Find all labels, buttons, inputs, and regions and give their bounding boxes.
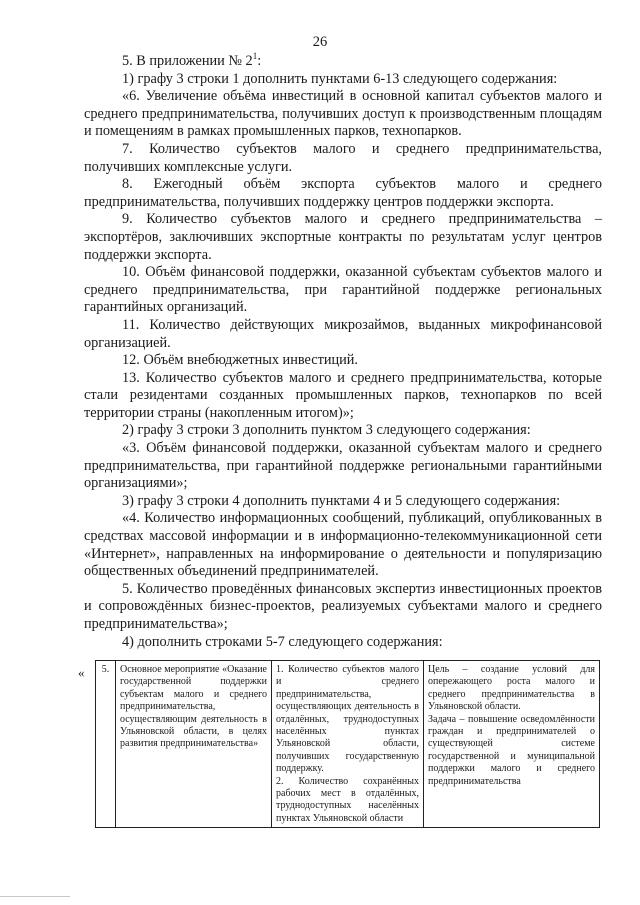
goal-item: Цель – создание условий для опережающего роста малого и среднего предпринимательства в Ульяновской области.	[428, 664, 595, 713]
paragraph: 7. Количество субъектов малого и среднего предпринимательства, получивших комплексные услуги.	[84, 140, 602, 175]
heading-text: 5. В приложении № 2	[122, 53, 253, 69]
row-number-cell: 5.	[96, 661, 116, 828]
table-row	[96, 661, 600, 828]
paragraph: 12. Объём внебюджетных инвестиций.	[122, 352, 359, 369]
indicator-item: 2. Количество сохранённых рабочих мест в отдалённых, труднодоступных населённых пунктах Ульяновской области	[276, 775, 419, 824]
paragraph: 1) графу 3 строки 1 дополнить пунктами 6-13 следующего содержания:	[122, 70, 558, 87]
paragraph: 9. Количество субъектов малого и среднего предпринимательства – экспортёров, заключивших экспортные контракты по результатам услуг центров поддержки экспорта.	[84, 211, 602, 263]
paragraph: 4) дополнить строками 5-7 следующего содержания:	[122, 633, 443, 650]
paragraph: 8. Ежегодный объём экспорта субъектов малого и среднего предпринимательства, получивших поддержку центров поддержки экспорта.	[84, 176, 602, 210]
goals-cell	[424, 661, 600, 828]
paragraph: «3. Объём финансовой поддержки, оказанной субъектам малого и среднего предпринимательства, при гарантийной поддержке региональными гарантийными организациями»;	[84, 440, 602, 492]
paragraph: 10. Объём финансовой поддержки, оказанной субъектам субъектов малого и среднего предпринимательства, при гарантийной поддержке региональных гарантийных организаций.	[84, 264, 602, 316]
scan-edge-mark	[0, 896, 70, 897]
section-heading	[84, 53, 602, 71]
heading-tail: :	[257, 53, 262, 69]
table-quote-open: «	[78, 665, 85, 680]
indicators-cell	[272, 661, 424, 828]
page-number: 26	[312, 34, 328, 50]
paragraph: «6. Увеличение объёма инвестиций в основной капитал субъектов малого и среднего предпринимательства, получивших доступ к производственным площадям и помещениям в рамках промышленных парков, технопарков.	[84, 88, 602, 140]
paragraph: 11. Количество действующих микрозаймов, выданных микрофинансовой организацией.	[84, 316, 602, 351]
task-item: Задача – повышение осведомлённости граждан и предпринимателей о существующей системе государственной и муниципальной поддержки малого и среднего предпринимательства	[428, 713, 595, 787]
paragraph: 3) графу 3 строки 4 дополнить пунктами 4 и 5 следующего содержания:	[122, 492, 561, 509]
paragraph: 13. Количество субъектов малого и среднего предпринимательства, которые стали резидентами созданных промышленных парков, технопарков по всей территории страны (накопленным итогом)»;	[84, 369, 602, 421]
table-container	[95, 660, 599, 828]
indicator-item: 1. Количество субъектов малого и среднего предпринимательства, осуществляющих деятельность в отдалённых, труднодоступных населённых пунктах Ульяновской области, получивших государственную поддержку.	[276, 664, 419, 775]
paragraph: 5. Количество проведённых финансовых экспертиз инвестиционных проектов и сопровождённых бизнес-проектов, реализуемых субъектами малого и среднего предпринимательства»;	[84, 580, 602, 632]
paragraph: «4. Количество информационных сообщений, публикаций, опубликованных в средствах массовой информации и в информационно-телекоммуникационной сети «Интернет», направленных на информирование о деятельности и популяризацию общественных объединений предпринимателей.	[84, 510, 602, 580]
activity-cell: Основное мероприятие «Оказание государственной поддержки субъектам малого и среднего предпринимательства, осуществляющим деятельность в Ульяновской области, в целях развития предпринимательства»	[116, 661, 272, 828]
program-table	[95, 660, 600, 828]
paragraph: 2) графу 3 строки 3 дополнить пунктом 3 следующего содержания:	[122, 422, 531, 439]
document-body	[84, 53, 602, 651]
heading-superscript: 1	[252, 51, 258, 62]
